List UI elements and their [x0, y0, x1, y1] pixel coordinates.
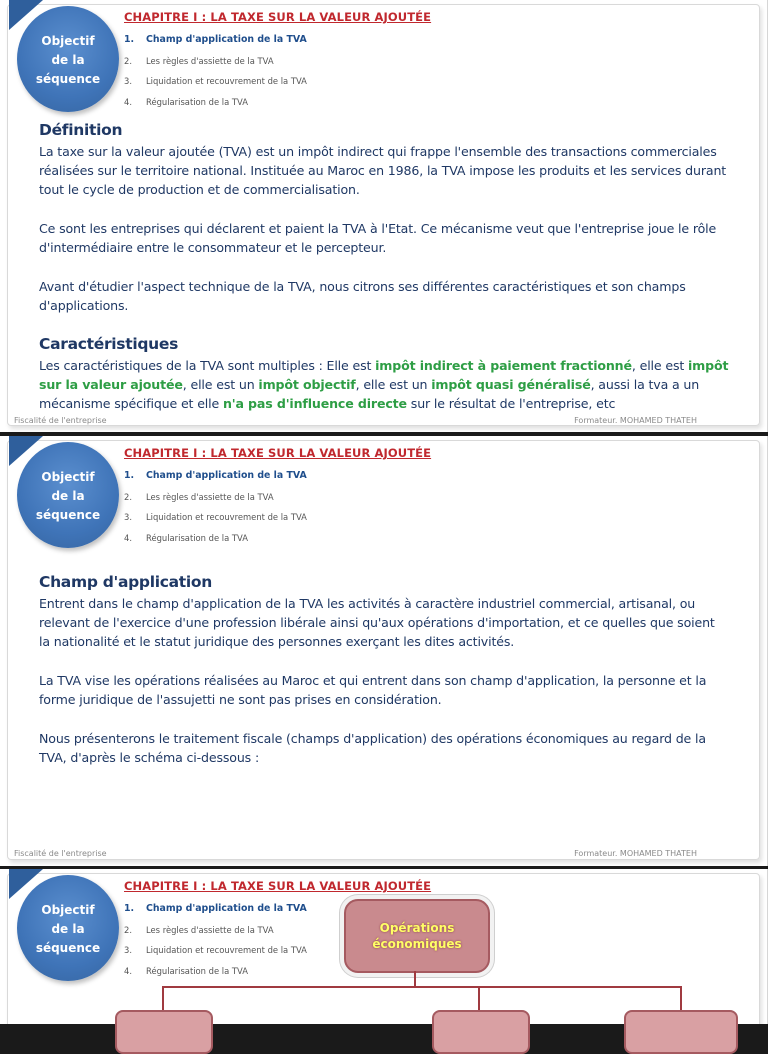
toc-num: 4.: [124, 96, 132, 107]
badge-corner-icon: [9, 0, 43, 30]
toc-label: Champ d'application de la TVA: [146, 34, 307, 45]
toc-item-4[interactable]: [124, 528, 307, 549]
badge-line-3: séquence: [35, 72, 101, 86]
toc-item-3[interactable]: [124, 71, 307, 92]
scope-paragraph-2: La TVA vise les opérations réalisées au Maroc et qui entrent dans son champ d'application, la personne et la forme juridique de l'assujetti ne sont pas prises en considération.: [39, 673, 707, 708]
definition-paragraph-1: La taxe sur la valeur ajoutée (TVA) est un impôt indirect qui frappe l'ensemble des transactions commerciales réalisées sur le territoire national. Instituée au Maroc en 1986, la TVA impose les produits et les services durant tout le cycle de production et de commercialisation.: [39, 144, 727, 198]
badge-line-1: Objectif: [41, 34, 95, 48]
toc-item-3[interactable]: [124, 940, 307, 961]
toc-label: Les règles d'assiette de la TVA: [146, 55, 274, 66]
toc-num: 1.: [124, 903, 135, 914]
footer-right: Formateur. MOHAMED THATEH: [574, 849, 697, 858]
toc-num: 3.: [124, 76, 132, 86]
toc-item-3[interactable]: [124, 507, 307, 528]
characteristics-heading: Caractéristiques: [39, 335, 179, 353]
badge-line-3: séquence: [35, 508, 101, 522]
highlight-run: impôt sur la valeur ajoutée: [39, 358, 729, 393]
badge-line-1: Objectif: [41, 903, 95, 917]
toc-list: [124, 899, 307, 981]
highlight-run: impôt quasi généralisé: [431, 377, 591, 393]
toc-label: Liquidation et recouvrement de la TVA: [146, 512, 307, 522]
diagram-root-label: Opérations économiques: [372, 921, 462, 951]
toc-num: 3.: [124, 512, 132, 522]
toc-num: 1.: [124, 34, 135, 45]
text-run: , aussi la tva a un mécanisme spécifique et elle: [39, 377, 700, 412]
badge-text: [17, 468, 119, 525]
text-run: , elle est un: [182, 377, 259, 393]
badge-text: [17, 901, 119, 958]
badge-text: [17, 32, 119, 89]
diagram-connector: [414, 971, 416, 987]
toc-num: 2.: [124, 491, 132, 502]
characteristics-paragraph: [39, 356, 729, 414]
toc-label: Champ d'application de la TVA: [146, 470, 307, 481]
text-run: , elle est un: [355, 377, 432, 393]
badge-corner-icon: [9, 436, 43, 466]
chapter-title: CHAPITRE I : LA TAXE SUR LA VALEUR AJOUTÉE: [124, 446, 432, 460]
badge-corner-icon: [9, 869, 43, 899]
toc-label: Régularisation de la TVA: [146, 965, 248, 976]
definition-paragraph-2: Ce sont les entreprises qui déclarent et paient la TVA à l'Etat. Ce mécanisme veut que l'entreprise joue le rôle d'intermédiaire entre le consommateur et le percepteur.: [39, 221, 717, 256]
toc-item-4[interactable]: [124, 92, 307, 113]
scope-paragraph-3: Nous présenterons le traitement fiscale (champs d'application) des opérations économiques au regard de la TVA, d'après le schéma ci-dessous :: [39, 731, 706, 766]
toc-label: Les règles d'assiette de la TVA: [146, 924, 274, 935]
diagram-connector: [478, 986, 480, 1010]
toc-item-2[interactable]: [124, 51, 307, 72]
diagram-child-node: [432, 1010, 530, 1054]
objective-badge: [17, 442, 119, 548]
definition-paragraph-3: Avant d'étudier l'aspect technique de la TVA, nous citrons ses différentes caractéristiques et son champs d'applications.: [39, 279, 686, 314]
badge-line-3: séquence: [35, 941, 101, 955]
scope-heading: Champ d'application: [39, 573, 212, 591]
toc-label: Liquidation et recouvrement de la TVA: [146, 945, 307, 955]
objective-badge: [17, 6, 119, 112]
footer-left: Fiscalité de l'entreprise: [14, 849, 107, 858]
toc-num: 4.: [124, 965, 132, 976]
toc-label: Liquidation et recouvrement de la TVA: [146, 76, 307, 86]
text-run: Les caractéristiques de la TVA sont multiples : Elle est: [39, 358, 376, 373]
diagram-connector: [162, 986, 682, 988]
toc-label: Champ d'application de la TVA: [146, 903, 307, 914]
toc-label: Régularisation de la TVA: [146, 96, 248, 107]
toc-list: [124, 466, 307, 548]
badge-line-2: de la: [51, 489, 85, 503]
badge-line-2: de la: [51, 53, 85, 67]
toc-num: 1.: [124, 470, 135, 481]
toc-item-2[interactable]: [124, 487, 307, 508]
diagram-connector: [162, 986, 164, 1010]
diagram-child-node: [115, 1010, 213, 1054]
toc-num: 2.: [124, 55, 132, 66]
footer-right: Formateur. MOHAMED THATEH: [574, 416, 697, 425]
slide-1: [0, 0, 768, 432]
toc-num: 3.: [124, 945, 132, 955]
footer-left: Fiscalité de l'entreprise: [14, 416, 107, 425]
slide-2: [0, 436, 768, 866]
toc-item-1[interactable]: [124, 899, 307, 920]
objective-badge: [17, 875, 119, 981]
toc-item-4[interactable]: [124, 961, 307, 982]
diagram-root-node: [344, 899, 490, 973]
chapter-title: CHAPITRE I : LA TAXE SUR LA VALEUR AJOUTÉE: [124, 10, 432, 24]
toc-label: Les règles d'assiette de la TVA: [146, 491, 274, 502]
highlight-run: n'a pas d'influence directe: [222, 396, 407, 412]
diagram-connector: [680, 986, 682, 1010]
scope-paragraph-1: Entrent dans le champ d'application de la TVA les activités à caractère industriel commercial, artisanal, ou relevant de l'exercice d'une profession libérale ainsi qu'aux opérations d'importation, et ce quelles que soient la nationalité et le statut juridique des personnes exerçant les dites activités.: [39, 596, 715, 650]
toc-item-2[interactable]: [124, 920, 307, 941]
badge-line-1: Objectif: [41, 470, 95, 484]
toc-num: 4.: [124, 532, 132, 543]
chapter-title: CHAPITRE I : LA TAXE SUR LA VALEUR AJOUTÉE: [124, 879, 432, 893]
highlight-run: impôt objectif: [258, 377, 356, 393]
badge-line-2: de la: [51, 922, 85, 936]
toc-list: [124, 30, 307, 112]
toc-item-1[interactable]: [124, 466, 307, 487]
diagram-child-node: [624, 1010, 738, 1054]
toc-label: Régularisation de la TVA: [146, 532, 248, 543]
text-run: sur le résultat de l'entreprise, etc: [406, 396, 616, 412]
definition-heading: Définition: [39, 121, 123, 139]
toc-num: 2.: [124, 924, 132, 935]
toc-item-1[interactable]: [124, 30, 307, 51]
text-run: , elle est: [631, 358, 689, 373]
highlight-run: impôt indirect à paiement fractionné: [375, 358, 632, 373]
